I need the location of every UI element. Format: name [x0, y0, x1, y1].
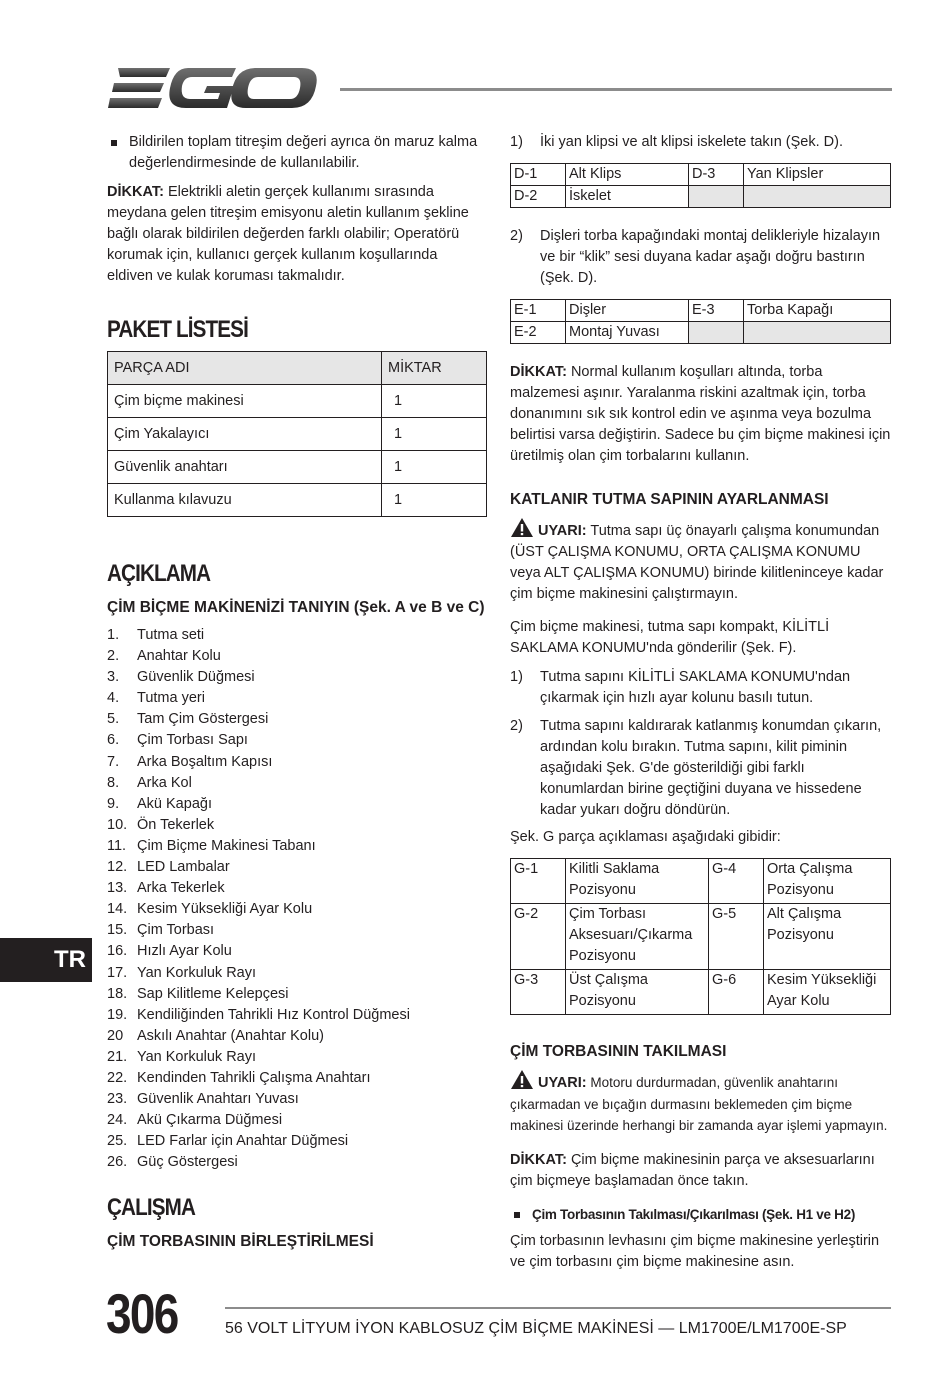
table-row: D-1 Alt Klips D-3 Yan Klipsler [511, 164, 891, 186]
table-row [108, 451, 487, 484]
list-item: 12. LED Lambalar [107, 859, 230, 876]
header-part-name: PARÇA ADI [108, 352, 382, 385]
warning-paragraph: UYARI: Motoru durdurmadan, güvenlik anahtarını çıkarmadan ve bıçağın durmasını beklemeden çim biçme makinesi üzerinde herhangi bir zamanda ayar işlemi yapmayın. [510, 1069, 891, 1136]
package-table [107, 351, 487, 517]
table-row: E-2 Montaj Yuvası [511, 322, 891, 344]
numbered-step: 2) Dişleri torba kapağındaki montaj delikleriyle hizalayın ve bir “klik” sesi duyana kadar aşağı doğru bastırın (Şek. D). [510, 228, 881, 286]
header-quantity: MİKTAR [382, 352, 487, 385]
numbered-step: 2) Tutma sapını kaldırarak katlanmış konumdan çıkarın, ardından kolu bırakın. Tutma sapını, kilit piminin aşağıdaki Şek. G'de gösterildiği gibi farklı konumlardan birine geçtiğini duyana ve hissedene kadar yukarı doğru döndürün. [510, 718, 882, 818]
list-item: 8. Arka Kol [107, 774, 192, 791]
warning-triangle-icon [510, 1069, 534, 1090]
part-name: Çim Yakalayıcı [108, 418, 382, 451]
list-item: 14. Kesim Yüksekliği Ayar Kolu [107, 901, 313, 918]
description-title: AÇIKLAMA [107, 560, 211, 587]
ego-logo [108, 64, 318, 112]
table-row [108, 385, 487, 418]
list-item: 7. Arka Boşaltım Kapısı [107, 753, 273, 770]
list-item: 13. Arka Tekerlek [107, 880, 225, 897]
caution-text: Elektrikli aletin gerçek kullanımı sırasında meydana gelen titreşim emisyonu aletin kullanım şekline bağlı olarak bildirilen değerden farklı olabilir; Operatörü korumak için, kullanıcı gerçek kullanım koşullarında eldiven ve kulak koruması takmalıdır. [107, 184, 469, 284]
package-list-title: PAKET LİSTESİ [107, 316, 248, 343]
know-your-mower-title: ÇİM BİÇME MAKİNENİZİ TANIYIN (Şek. A ve B ve C) [107, 599, 485, 616]
table-d [510, 163, 891, 208]
list-item: 2. Anahtar Kolu [107, 648, 221, 665]
list-item: 20 Askılı Anahtar (Anahtar Kolu) [107, 1027, 324, 1044]
left-column [107, 132, 487, 1253]
parts-description-list [107, 625, 487, 1173]
table-g [510, 858, 891, 1015]
list-item: 18. Sap Kilitleme Kelepçesi [107, 985, 289, 1002]
footer-title: 56 VOLT LİTYUM İYON KABLOSUZ ÇİM BİÇME MAKİNESİ — LM1700E/LM1700E-SP [225, 1320, 847, 1337]
caution-label: DİKKAT: [107, 184, 164, 200]
right-column [510, 132, 891, 1283]
list-item: 17. Yan Korkuluk Rayı [107, 964, 257, 981]
table-e [510, 299, 891, 344]
warning-paragraph: UYARI: Tutma sapı üç önayarlı çalışma konumundan (ÜST ÇALIŞMA KONUMU, ORTA ÇALIŞMA KONUMU veya ALT ÇALIŞMA KONUMU) birinde kilitleninceye kadar çim biçme makinesini çalıştırmayın. [510, 517, 891, 605]
table-row: D-2 İskelet [511, 186, 891, 208]
table-row: E-1 Dişler E-3 Torba Kapağı [511, 300, 891, 322]
bullet-square-icon [111, 140, 117, 146]
list-item: 22. Kendinden Tahrikli Çalışma Anahtarı [107, 1069, 371, 1086]
table-row [108, 484, 487, 517]
list-item: 15. Çim Torbası [107, 922, 215, 939]
part-quantity: 1 [382, 418, 487, 451]
numbered-step: 1) İki yan klipsi ve alt klipsi iskelete takın (Şek. D). [510, 134, 843, 150]
table-row [108, 418, 487, 451]
language-tab: TR [0, 938, 92, 982]
footer-rule [225, 1307, 891, 1309]
part-quantity: 1 [382, 385, 487, 418]
caution-paragraph: DİKKAT: Normal kullanım koşulları altında, torba malzemesi aşınır. Yaralanma riskini azaltmak için, torba donanımını sık sık kontrol edin ve aşınma veya bozulma belirtisi varsa değiştirin. Sadece bu çim biçme makinesi için üretilmiş olan çim torbalarını kullanın. [510, 364, 891, 464]
warning-triangle-icon [510, 517, 534, 538]
list-item: 1. Tutma seti [107, 627, 205, 643]
operation-title: ÇALIŞMA [107, 1194, 196, 1222]
figure-g-intro: Şek. G parça açıklaması aşağıdaki gibidir: [510, 829, 781, 845]
list-item: 3. Güvenlik Düğmesi [107, 669, 255, 686]
list-item: 11. Çim Biçme Makinesi Tabanı [107, 837, 316, 854]
part-name: Güvenlik anahtarı [108, 451, 382, 484]
numbered-step: 1) Tutma sapını KİLİTLİ SAKLAMA KONUMU'ndan çıkarmak için hızlı ayar kolunu basılı tutun. [510, 669, 851, 706]
list-item: 26. Güç Göstergesi [107, 1154, 238, 1171]
list-item: 4. Tutma yeri [107, 690, 205, 707]
list-item: 10. Ön Tekerlek [107, 816, 215, 833]
table-row: G-3 Üst Çalışma Pozisyonu G-6 Kesim Yüksekliği Ayar Kolu [511, 970, 891, 1015]
part-quantity: 1 [382, 451, 487, 484]
install-bag-title: ÇİM TORBASININ TAKILMASI [510, 1043, 727, 1060]
final-paragraph: Çim torbasının levhasını çim biçme makinesine yerleştirin ve çim torbasını çim biçme makinesine asın. [510, 1233, 880, 1270]
header-rule [340, 88, 892, 91]
part-name: Çim biçme makinesi [108, 385, 382, 418]
list-item: 24. Akü Çıkarma Düğmesi [107, 1112, 283, 1129]
list-item: 5. Tam Çim Göstergesi [107, 711, 269, 728]
caution-paragraph: DİKKAT: Çim biçme makinesinin parça ve aksesuarlarını çim biçmeye başlamadan önce takın. [510, 1152, 875, 1189]
list-item: 9. Akü Kapağı [107, 795, 212, 812]
table-header-row [108, 352, 487, 385]
bullet-square-icon [514, 1212, 520, 1218]
bullet-text: Bildirilen toplam titreşim değeri ayrıca ön maruz kalma değerlendirmesinde de kullanılabilir. [129, 134, 478, 171]
table-row: G-2 Çim Torbası Aksesuarı/Çıkarma Pozisyonu G-5 Alt Çalışma Pozisyonu [511, 904, 891, 970]
grass-bag-assembly-title: ÇİM TORBASININ BİRLEŞTİRİLMESİ [107, 1233, 374, 1251]
caution-paragraph [107, 182, 487, 287]
sub-bullet: Çim Torbasının Takılması/Çıkarılması (Şek. H1 ve H2) [510, 1204, 891, 1225]
list-item: 23. Güvenlik Anahtarı Yuvası [107, 1091, 299, 1108]
list-item: 19. Kendiliğinden Tahrikli Hız Kontrol Düğmesi [107, 1006, 410, 1023]
part-quantity: 1 [382, 484, 487, 517]
list-item: 16. Hızlı Ayar Kolu [107, 943, 232, 960]
list-item: 25. LED Farlar için Anahtar Düğmesi [107, 1133, 349, 1150]
list-item: 6. Çim Torbası Sapı [107, 732, 248, 749]
handle-adjust-title: KATLANIR TUTMA SAPININ AYARLANMASI [510, 491, 829, 508]
list-item: 21. Yan Korkuluk Rayı [107, 1048, 257, 1065]
handle-paragraph: Çim biçme makinesi, tutma sapı kompakt, KİLİTLİ SAKLAMA KONUMU'nda gönderilir (Şek. F). [510, 619, 830, 656]
bullet-item [107, 132, 487, 174]
part-name: Kullanma kılavuzu [108, 484, 382, 517]
table-row: G-1 Kilitli Saklama Pozisyonu G-4 Orta Çalışma Pozisyonu [511, 859, 891, 904]
page-number: 306 [106, 1282, 178, 1345]
